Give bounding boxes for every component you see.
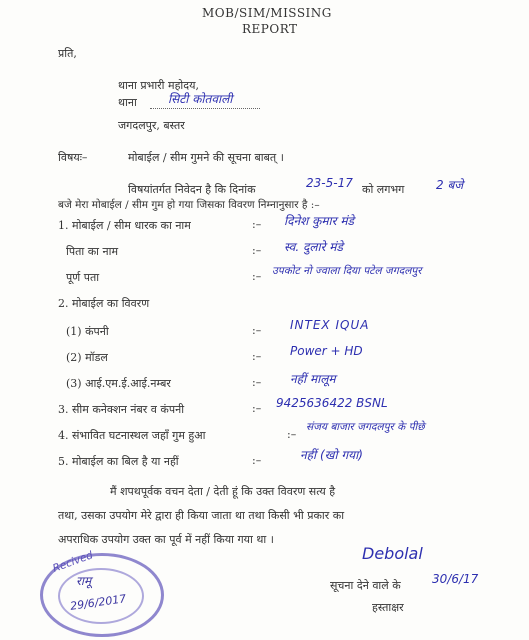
subject-text: मोबाईल / सीम गुमने की सूचना बाबत् । [128, 151, 284, 164]
addressee-line3: जगदलपुर, बस्तर [118, 119, 185, 132]
place-label: 4. संभावित घटनास्थल जहाँ गुम हुआ [58, 429, 206, 442]
imei-sep: :– [252, 376, 262, 389]
company-label: (1) कंपनी [66, 325, 109, 338]
subject-label: विषयः– [58, 151, 88, 164]
address-value: उपकोट नो ज्वाला दिया पटेल जगदलपुर [272, 265, 422, 277]
imei-label: (3) आई.एम.ई.आई.नम्बर [66, 377, 171, 390]
addressee-line1: थाना प्रभारी महोदय, [118, 79, 199, 92]
bill-value: नहीं (खो गया) [300, 448, 363, 462]
sim-sep: :– [252, 402, 262, 415]
father-label: पिता का नाम [66, 245, 119, 258]
mobile-details-label: 2. मोबाईल का विवरण [58, 297, 150, 310]
model-value: Power + HD [290, 344, 363, 358]
declaration-line3: अपराधिक उपयोग उक्त का पूर्व में नहीं किया गया था । [58, 533, 274, 546]
address-sep: :– [252, 270, 262, 283]
intro-date: 23-5-17 [306, 176, 353, 190]
addressee-prati: प्रति, [58, 47, 77, 60]
declaration-line2: तथा, उसका उपयोग मेरे द्वारा ही किया जाता था तथा किसी भी प्रकार का [58, 509, 345, 522]
addressee-thana-value: सिटी कोतवाली [168, 92, 233, 106]
bill-sep: :– [252, 454, 262, 467]
holder-value: दिनेश कुमार मंडे [284, 214, 354, 228]
stamp-received: Recived [51, 549, 95, 575]
declaration-line1: मैं शपथपूर्वक वचन देता / देती हूं कि उक्त विवरण सत्य है [110, 485, 336, 498]
sim-value: 9425636422 BSNL [276, 396, 388, 410]
intro-line1-mid: को लगभग [362, 183, 405, 196]
place-value: संजय बाजार जगदलपुर के पीछे [306, 421, 425, 433]
model-sep: :– [252, 350, 262, 363]
stamp-sign: रामू [76, 574, 92, 588]
model-label: (2) मॉडल [66, 351, 108, 364]
company-sep: :– [252, 324, 262, 337]
intro-line2: बजे मेरा मोबाईल / सीम गुम हो गया जिसका विवरण निम्नानुसार है :– [58, 199, 320, 211]
report-title-line2: REPORT [242, 22, 298, 36]
sign-label: हस्ताक्षर [372, 601, 404, 614]
place-sep: :– [287, 428, 297, 441]
holder-label: 1. मोबाईल / सीम धारक का नाम [58, 219, 191, 232]
holder-sep: :– [252, 218, 262, 231]
stamp-date: 29/6/2017 [69, 592, 128, 613]
imei-value: नहीं मालूम [290, 372, 336, 386]
father-value: स्व. दुलारे मंडे [284, 240, 343, 254]
sim-label: 3. सीम कनेक्शन नंबर व कंपनी [58, 403, 185, 416]
father-sep: :– [252, 244, 262, 257]
thana-dotted-line [150, 107, 260, 109]
informant-signature: Debolal [362, 544, 423, 563]
intro-time: 2 बजे [436, 178, 464, 192]
informant-label: सूचना देने वाले के [330, 579, 401, 592]
addressee-thana-label: थाना [118, 96, 137, 109]
address-label: पूर्ण पता [66, 271, 100, 284]
company-value: INTEX IQUA [290, 318, 370, 332]
bill-label: 5. मोबाईल का बिल है या नहीं [58, 455, 179, 468]
signature-date: 30/6/17 [432, 572, 479, 586]
report-title-line1: MOB/SIM/MISSING [202, 6, 332, 20]
intro-line1-pre: विषयांतर्गत निवेदन है कि दिनांक [128, 183, 256, 196]
